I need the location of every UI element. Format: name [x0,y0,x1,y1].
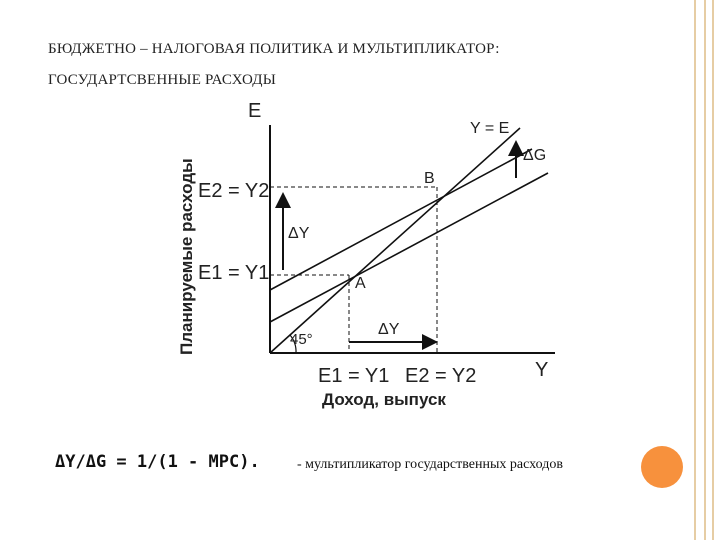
y-axis-letter: E [248,100,262,122]
delta-y-horizontal-label: ΔY [378,321,400,338]
x-axis-letter: Y [535,359,549,381]
slide-title-line-2: ГОСУДАРТСВЕННЫЕ РАСХОДЫ [48,72,277,88]
line-45-label: Y = E [470,120,510,137]
multiplier-formula: ΔY/ΔG = 1/(1 - MPC). [55,452,260,472]
point-a-label: A [355,275,366,292]
point-b-label: B [424,170,435,187]
e1-y1-left-label: E1 = Y1 [198,262,270,284]
e2-y2-bottom-label: E2 = Y2 [405,365,477,387]
multiplier-description: - мультипликатор государственных расходов [297,457,563,472]
x-axis-title: Доход, выпуск [322,390,446,409]
expenditure-line-e1 [270,149,532,290]
angle-label: 45° [290,331,313,348]
e1-y1-bottom-label: E1 = Y1 [318,365,390,387]
delta-y-vertical-label: ΔY [288,225,310,242]
accent-circle [641,446,683,488]
slide-title-line-1: БЮДЖЕТНО – НАЛОГОВАЯ ПОЛИТИКА И МУЛЬТИПЛИКАТОР: [48,41,500,57]
delta-g-label: ΔG [523,147,547,164]
e2-y2-left-label: E2 = Y2 [198,180,270,202]
expenditure-line-e2 [270,173,548,322]
y-axis-title: Планируемые расходы [177,158,196,355]
